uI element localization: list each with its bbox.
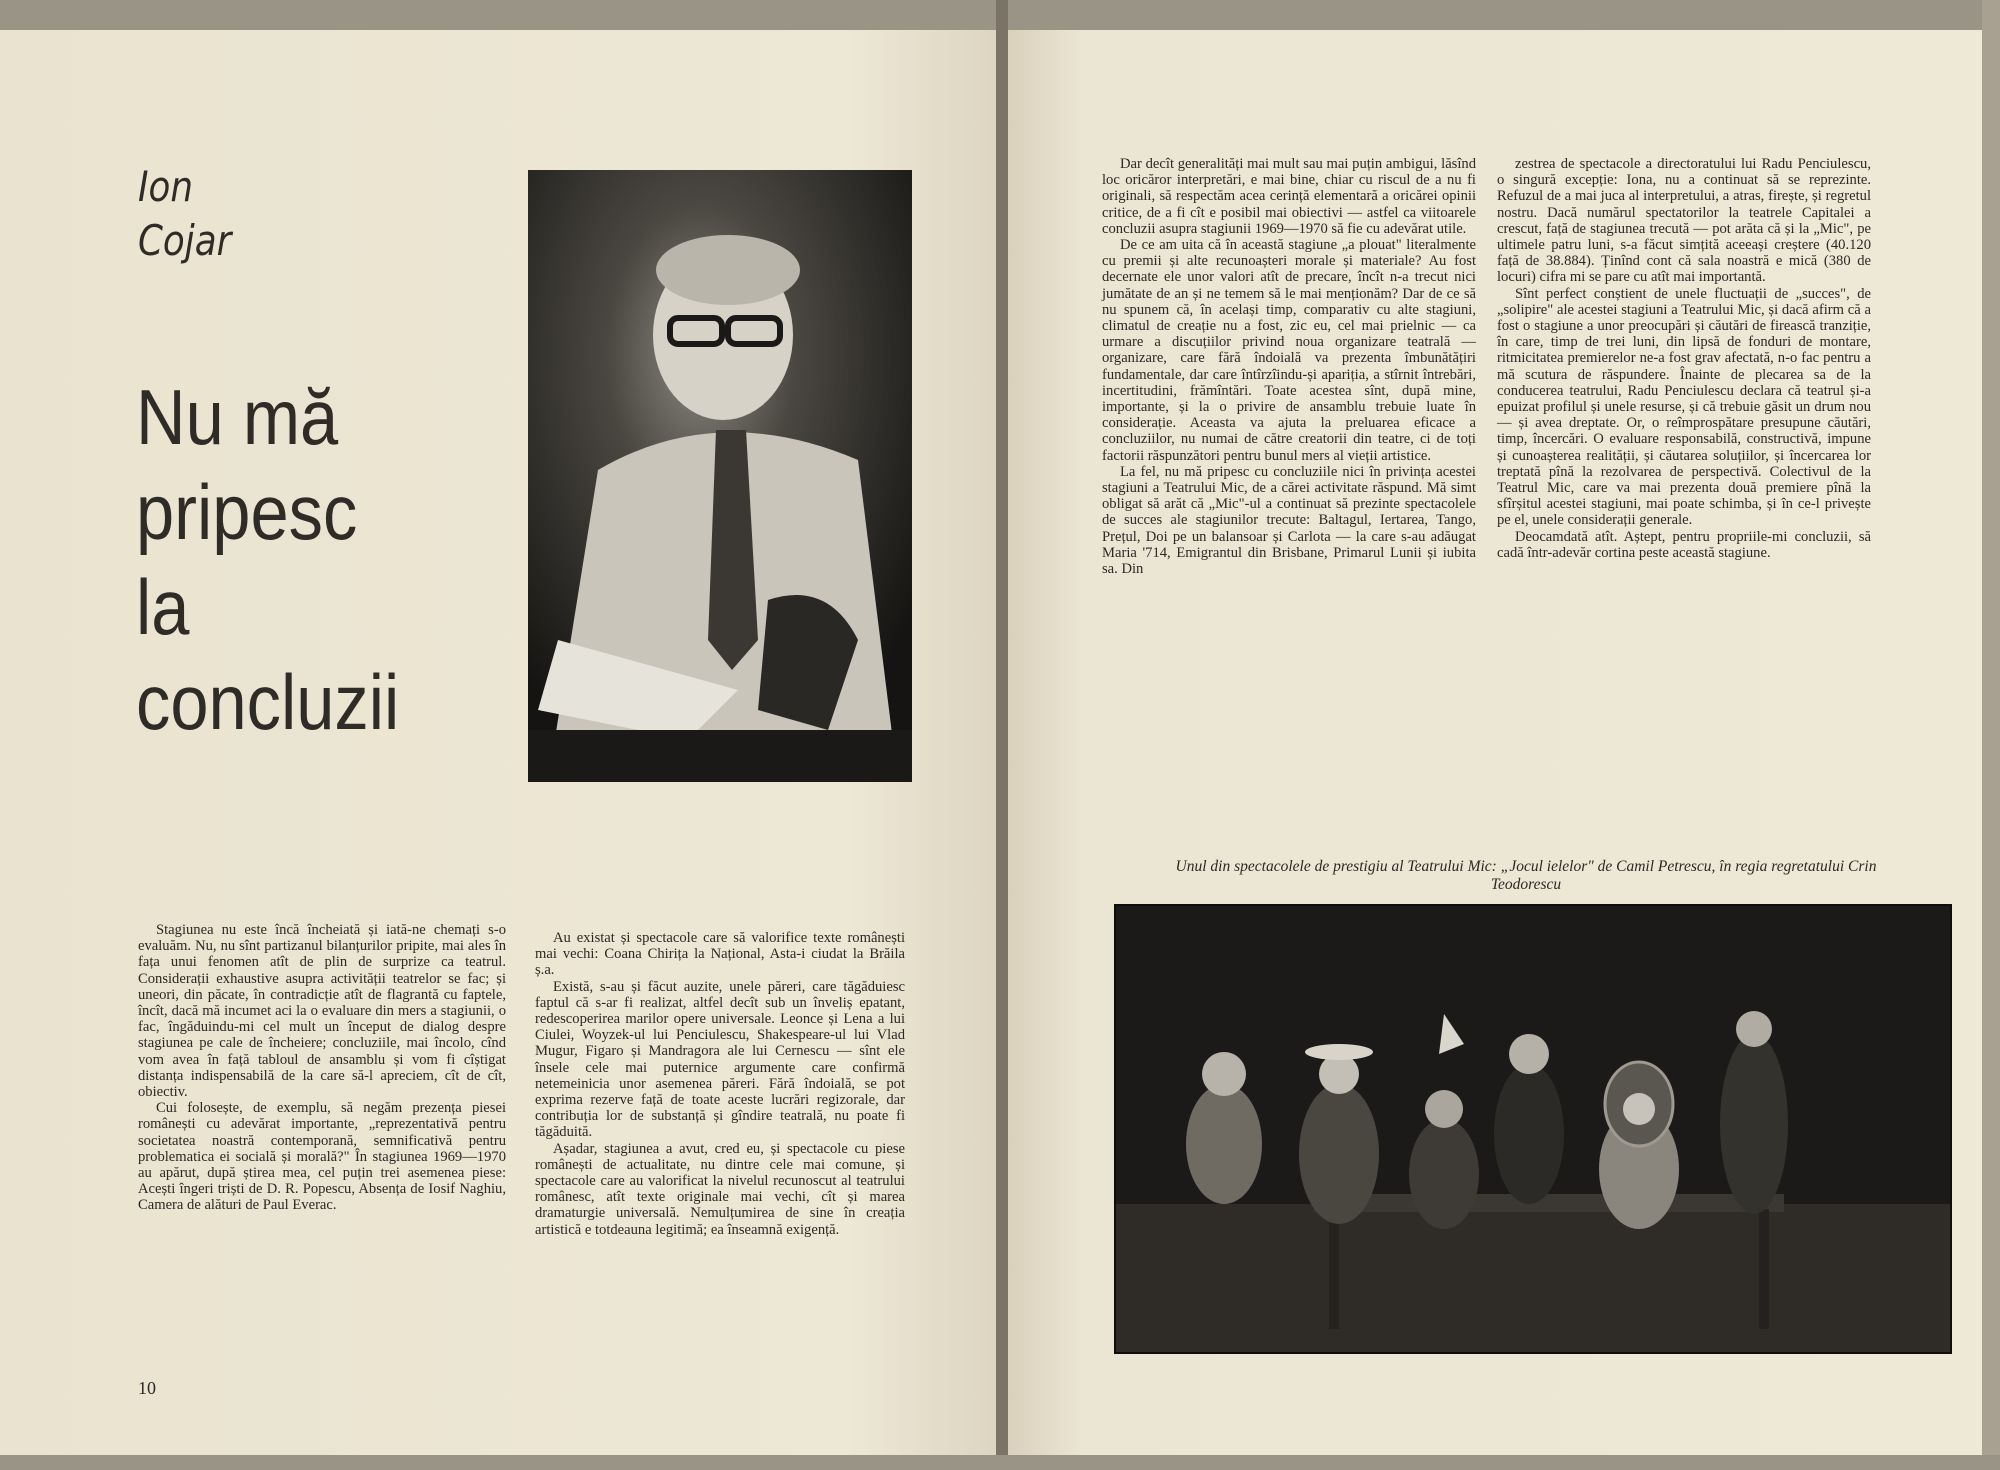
author-last-name: Cojar (138, 216, 232, 265)
book-bottom-edge (0, 1455, 2000, 1470)
title-line: Nu mă (136, 373, 339, 461)
paragraph: De ce am uita că în această stagiune „a plouat" literalmente cu premii și alte recunoașteri morale și materiale? Au fost decernate ele unor valori atît de precare, încît n-a trecut nici jumătate de an și ne temem să le mai menționăm? Dar de ce să nu spunem că, în același timp, comparativ cu alte stagiuni, climatul de creație nu a fost, zic eu, cel mai prielnic — ca urmare a discuțiilor privind noua organizare teatrală — organizare, care fără îndoială va prezenta îmbunătățiri fundamentale, dar care întîrzîindu-și apariția, a stîrnit întrebări, incertitudini, frămîntări. Toate acestea sînt, după mine, importante, și la o privire de ansamblu trebuie luate în considerație. Aceasta va ajuta la preluarea eficace a concluziilor, nu numai de către creatorii din teatre, ci de toți factorii răspunzători pentru bunul mers al vieții artistice. (1102, 237, 1476, 464)
author-first-name: Ion (138, 162, 193, 211)
paragraph: Cui folosește, de exemplu, să negăm prezența piesei românești cu adevărat importante, „reprezentativă pentru societatea noastră contemporană, semnificativă pentru problematica ei socială și morală?" În stagiunea 1969—1970 au apărut, după știrea mea, cel puțin trei asemenea piese: Acești îngeri triști de D. R. Popescu, Absența de Iosif Naghiu, Camera de alături de Paul Everac. (138, 1100, 506, 1214)
stage-production-photo (1114, 904, 1952, 1354)
article-column-right-2 (1497, 156, 1871, 561)
paragraph: Stagiunea nu este încă încheiată și iată-ne chemați s-o evaluăm. Nu, nu sînt partizanul bilanțurilor pripite, mai ales în fața unui fenomen atît de plin de surprize ca teatrul. Considerații exhaustive asupra activității teatrelor se fac; și uneori, din păcate, în contradicție atît de flagrantă cu faptele, încît, dacă mă incumet aci la o evaluare din mers a stagiunii, o fac, îngăduindu-mi cel mult un început de dialog despre stagiunea pe cale de încheiere; concluziile, mai încolo, cînd vom avea în față tabloul de ansamblu și vom fi cîștigat distanța indispensabilă de la care să-l apreciem, cît de cît, obiectiv. (138, 922, 506, 1101)
title-line: pripesc (136, 468, 358, 556)
left-page (0, 30, 1000, 1455)
article-column-left-1 (138, 922, 506, 1214)
paragraph: Deocamdată atît. Aștept, pentru propriile-mi concluzii, să cadă într-adevăr cortina peste această stagiune. (1497, 528, 1871, 561)
title-line: concluzii (136, 658, 400, 746)
article-title (136, 370, 453, 750)
paragraph: La fel, nu mă pripesc cu concluziile nici în privința acestei stagiuni a Teatrului Mic, de a cărei activitate răspund. Mă simt obligat să arăt că „Mic"-ul a continuat să prezinte spectacolele de succes ale stagiunilor trecute: Baltagul, Iertarea, Tango, Prețul, Doi pe un balansoar și Carlota — la care s-au adăugat Maria '714, Emigrantul din Brisbane, Primarul Lunii și iubita sa. Din (1102, 463, 1476, 578)
paragraph: Așadar, stagiunea a avut, cred eu, și spectacole cu piese românești de actualitate, nu dintre cele mai comune, și spectacole care au valorificat la nivelul recunoscut al teatrului românesc, atît texte originale mai vechi, cît și marea dramaturgie universală. Nemulțumirea de sine în creația artistică e totdeauna legitimă; ea înseamnă exigență. (535, 1140, 905, 1238)
paragraph: Sînt perfect conștient de unele fluctuații de „succes", de „solipire" ale acestei stagiuni a Teatrului Mic, și dacă afirm că a fost o stagiune a unor preocupări și căutări de firească tranziție, în care, timp de trei luni, din lipsă de fonduri de montare, ritmicitatea premierelor ne-a fost grav afectată, n-o fac pentru a mă scutura de răspundere. Înainte de plecarea sa de la conducerea teatrului, Radu Penciulescu declara că teatrul și-a epuizat profilul și unele resurse, și că trebuie găsit un drum nou — și avea dreptate. Or, o reîmprospătare presupune căutări, timp, încercări. O evaluare responsabilă, constructivă, impune și cunoașterea realității, și căutarea soluțiilor, și încercarea lor treptată pînă la rezolvarea de perspectivă. Colectivul de la Teatrul Mic, care va mai prezenta două premiere pînă la sfîrșitul acestei stagiuni, mai poate schimba, și în ce-l privește pe el, unele considerații generale. (1497, 285, 1871, 529)
right-page (1004, 30, 1982, 1455)
page-number: 10 (138, 1378, 156, 1398)
paragraph: zestrea de spectacole a directoratului lui Radu Penciulescu, o singură excepție: Iona, nu a continuat să se reprezinte. Refuzul de a mai juca al interpretului, a atras, firește, și regretul nostru. Dacă numărul spectatorilor la teatrele Capitalei a crescut, față de stagiunea trecută — pot arăta că și la „Mic", pe ultimele patru luni, s-a făcut simțită aceeași creștere (40.120 față de 38.884). Ținînd cont că sala noastră e mică (380 de locuri) cifra mi se pare cu atît mai importantă. (1497, 156, 1871, 286)
author-name (138, 160, 231, 268)
paragraph: Au existat și spectacole care să valorifice texte românești mai vechi: Coana Chirița la Național, Asta-i ciudat la Brăila ș.a. (535, 930, 905, 979)
photo-caption: Unul din spectacolele de prestigiu al Teatrului Mic: „Jocul ielelor" de Camil Petrescu, în regia regretatului Crin Teodorescu (1175, 858, 1877, 893)
title-line: la (136, 563, 190, 651)
paragraph: Dar decît generalități mai mult sau mai puțin ambigui, lăsînd loc oricăror interpretări, e mai bine, chiar cu riscul de a nu fi originali, să respectăm acea cerință elementară a oricărei opinii critice, de a fi cît e posibil mai obiectivi — astfel ca viitoarele concluzii asupra stagiunii 1969—1970 să fie cu adevărat utile. (1102, 156, 1476, 237)
portrait-illustration (528, 170, 912, 782)
stage-illustration (1114, 904, 1952, 1354)
book-spine (996, 0, 1008, 1470)
article-column-right-1 (1102, 156, 1476, 577)
book-right-edge (1982, 0, 2000, 1470)
author-portrait-photo (528, 170, 912, 782)
paragraph: Există, s-au și făcut auzite, unele păreri, care tăgăduiesc faptul că s-ar fi realizat, altfel decît sub un înveliș epatant, redescoperirea marilor opere universale. Leonce și Lena a lui Ciulei, Woyzek-ul lui Penciulescu, Shakespeare-ul lui Vlad Mugur, Figaro și Mandragora ale lui Cernescu — sînt ele însele cele mai puternice argumente care confirmă netemeinicia unor asemenea păreri. Fără îndoială, se pot exprima rezerve față de toate aceste lucrări regizorale, dar contribuția lor de substanță și gîndire teatrală, nu poate fi tăgăduită. (535, 978, 905, 1141)
article-column-left-2 (535, 930, 905, 1238)
